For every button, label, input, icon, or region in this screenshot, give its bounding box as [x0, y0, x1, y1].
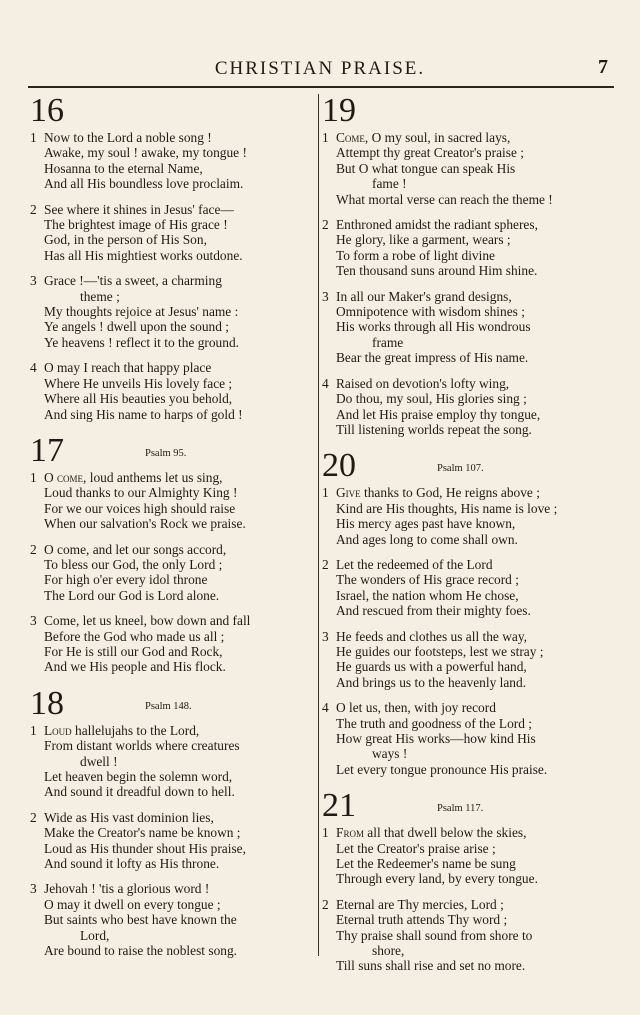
verse-line — [322, 248, 608, 263]
verse-text: He guards us with a powerful hand, — [336, 659, 527, 675]
stanza — [30, 881, 310, 958]
verse-line — [322, 289, 608, 304]
stanza — [322, 485, 608, 547]
hymn-number: 16 — [30, 92, 64, 129]
verse-text: Awake, my soul ! awake, my tongue ! — [44, 145, 247, 161]
verse-line — [322, 161, 608, 176]
verse-line — [322, 391, 608, 406]
verse-line — [322, 731, 608, 746]
verse-text: And rescued from their mighty foes. — [336, 603, 531, 619]
verse-line — [322, 856, 608, 871]
verse-line — [322, 407, 608, 422]
verse-line — [30, 572, 310, 587]
stanza — [322, 825, 608, 887]
small-caps-word: Come, — [336, 130, 369, 145]
verse-line — [30, 659, 310, 674]
verse-line — [30, 304, 310, 319]
stanza — [30, 470, 310, 532]
small-caps-word: O come, — [44, 469, 87, 485]
verse-text: Has all His mightiest works outdone. — [44, 247, 243, 263]
verse-text: Let every tongue pronounce His praise. — [336, 761, 548, 777]
verse-text: O may I reach that happy place — [44, 360, 212, 376]
verse-text: O come, and let our songs accord, — [44, 541, 227, 557]
verse-line — [30, 943, 310, 958]
verse-line — [322, 376, 608, 391]
hymn-20 — [322, 447, 608, 777]
verse-text: Wide as His vast dominion lies, — [44, 809, 214, 825]
verse-line — [322, 501, 608, 516]
verse-text: In all our Maker's grand designs, — [336, 288, 512, 304]
verse-line — [30, 557, 310, 572]
verse-text: And let His praise employ thy tongue, — [336, 406, 541, 422]
verse-text: Ten thousand suns around Him shine. — [336, 263, 538, 279]
verse-text: theme ; — [80, 288, 120, 304]
verse-text: The wonders of His grace record ; — [336, 572, 519, 588]
verse-text: And ages long to come shall own. — [336, 531, 518, 547]
verse-text: Bear the great impress of His name. — [336, 350, 529, 366]
right-column — [322, 92, 608, 984]
stanza — [322, 130, 608, 207]
hymn-heading — [30, 685, 310, 723]
stanza-number: 3 — [30, 613, 37, 629]
stanza — [322, 629, 608, 691]
verse-text: And sound it dreadful down to hell. — [44, 784, 235, 800]
verse-line — [30, 841, 310, 856]
verse-line — [30, 273, 310, 288]
verse-text: He feeds and clothes us all the way, — [336, 628, 527, 644]
verse-line — [322, 871, 608, 886]
verse-line — [322, 319, 608, 334]
verse-text: Omnipotence with wisdom shines ; — [336, 304, 525, 320]
hymn-number: 17 — [30, 431, 64, 469]
psalm-reference: Psalm 107. — [437, 463, 484, 475]
stanza-number: 4 — [322, 375, 329, 391]
hymn-16 — [30, 92, 310, 422]
verse-line — [322, 675, 608, 690]
verse-line — [30, 360, 310, 375]
verse-text: fame ! — [372, 176, 407, 192]
verse-line — [322, 629, 608, 644]
verse-text: Hosanna to the eternal Name, — [44, 160, 203, 176]
hymn-number: 21 — [322, 787, 356, 825]
verse-text: Thy praise shall sound from shore to — [336, 927, 533, 943]
verse-text: And brings us to the heavenly land. — [336, 674, 527, 690]
verse-line — [322, 928, 608, 943]
verse-line — [322, 603, 608, 618]
verse-line — [322, 422, 608, 437]
verse-line — [322, 825, 608, 840]
stanza-number: 1 — [322, 825, 329, 841]
verse-text: For He is still our God and Rock, — [44, 643, 223, 659]
verse-line — [322, 335, 608, 350]
verse-text: Come, let us kneel, bow down and fall — [44, 613, 251, 629]
verse-line — [322, 263, 608, 278]
hymn-17 — [30, 432, 310, 675]
verse-line — [30, 856, 310, 871]
verse-line — [30, 485, 310, 500]
verse-line — [322, 700, 608, 715]
stanza — [30, 202, 310, 264]
hymn-heading — [322, 787, 608, 825]
verse-text: Jehovah ! 'tis a glorious word ! — [44, 881, 210, 897]
verse-text: How great His works—how kind His — [336, 731, 536, 746]
hymn-heading — [30, 432, 310, 470]
verse-text: The truth and goodness of the Lord ; — [336, 715, 532, 731]
small-caps-word: From — [336, 825, 364, 841]
verse-text: Lord, — [80, 927, 110, 943]
hymn-18 — [30, 685, 310, 959]
verse-text: The Lord our God is Lord alone. — [44, 587, 220, 603]
stanza-number: 2 — [322, 217, 329, 233]
verse-line — [30, 391, 310, 406]
verse-line — [322, 943, 608, 958]
column-divider — [318, 94, 319, 956]
verse-text: But O what tongue can speak His — [336, 160, 516, 176]
verse-line — [30, 176, 310, 191]
hymn-heading — [322, 92, 608, 130]
verse-line — [322, 557, 608, 572]
stanza-number: 1 — [30, 130, 37, 145]
verse-text: Eternal truth attends Thy word ; — [336, 912, 508, 928]
verse-line — [322, 716, 608, 731]
verse-text: For high o'er every idol throne — [44, 572, 208, 588]
verse-line — [322, 145, 608, 160]
verse-line — [322, 588, 608, 603]
psalm-reference: Psalm 117. — [437, 803, 484, 815]
verse-text: The brightest image of His grace ! — [44, 217, 228, 233]
verse-line — [322, 958, 608, 973]
verse-text: When our salvation's Rock we praise. — [44, 516, 246, 532]
stanza — [30, 360, 310, 422]
hymn-heading — [30, 92, 310, 130]
psalm-reference: Psalm 95. — [145, 447, 187, 459]
verse-line — [30, 754, 310, 769]
verse-text: God, in the person of His Son, — [44, 232, 207, 248]
verse-line — [30, 825, 310, 840]
verse-line — [322, 762, 608, 777]
verse-text: Grace !—'tis a sweet, a charming — [44, 273, 222, 289]
verse-text: Before the God who made us all ; — [44, 628, 225, 644]
verse-text: Till suns shall rise and set no more. — [336, 958, 526, 974]
verse-text: Let the Redeemer's name be sung — [336, 856, 516, 872]
left-column — [30, 92, 310, 968]
verse-line — [322, 192, 608, 207]
verse-text: To form a robe of light divine — [336, 247, 495, 263]
verse-text: But saints who best have known the — [44, 912, 237, 928]
verse-text: He glory, like a garment, wears ; — [336, 232, 511, 248]
verse-line — [30, 912, 310, 927]
hymn-heading — [322, 447, 608, 485]
running-title: CHRISTIAN PRAISE. — [214, 58, 426, 79]
verse-line — [30, 161, 310, 176]
stanza-number: 2 — [322, 896, 329, 912]
verse-line — [322, 176, 608, 191]
stanza-number: 3 — [30, 273, 37, 289]
verse-line — [30, 784, 310, 799]
verse-text: loud anthems let us sing, — [86, 469, 223, 485]
verse-text: frame — [372, 334, 404, 350]
verse-line — [322, 912, 608, 927]
verse-text: He guides our footsteps, lest we stray ; — [336, 643, 544, 659]
stanza-number: 4 — [30, 360, 37, 376]
verse-text: O may it dwell on every tongue ; — [44, 896, 221, 912]
verse-line — [30, 928, 310, 943]
verse-line — [322, 659, 608, 674]
verse-line — [322, 232, 608, 247]
verse-text: Ye angels ! dwell upon the sound ; — [44, 319, 229, 335]
verse-line — [30, 613, 310, 628]
verse-line — [322, 644, 608, 659]
small-caps-word: Give — [336, 485, 361, 501]
stanza — [30, 130, 310, 192]
verse-line — [30, 542, 310, 557]
verse-line — [30, 629, 310, 644]
verse-text: Kind are His thoughts, His name is love ; — [336, 500, 558, 516]
verse-text: O my soul, in sacred lays, — [368, 130, 511, 145]
verse-text: hallelujahs to the Lord, — [71, 722, 200, 738]
stanza — [322, 217, 608, 279]
verse-text: Are bound to raise the noblest song. — [44, 943, 238, 959]
verse-text: His mercy ages past have known, — [336, 516, 516, 532]
verse-line — [30, 769, 310, 784]
page-header — [0, 54, 640, 84]
verse-line — [322, 485, 608, 500]
verse-line — [30, 202, 310, 217]
verse-line — [30, 145, 310, 160]
verse-text: Where He unveils His lovely face ; — [44, 375, 233, 391]
verse-text: Eternal are Thy mercies, Lord ; — [336, 896, 504, 912]
verse-text: Make the Creator's name be known ; — [44, 825, 241, 841]
verse-text: See where it shines in Jesus' face— — [44, 201, 234, 217]
stanza — [30, 723, 310, 800]
verse-text: Enthroned amidst the radiant spheres, — [336, 217, 538, 233]
stanza-number: 1 — [322, 485, 329, 501]
verse-text: Raised on devotion's lofty wing, — [336, 375, 510, 391]
verse-text: all that dwell below the skies, — [363, 825, 527, 841]
verse-line — [322, 572, 608, 587]
verse-line — [30, 248, 310, 263]
verse-line — [322, 350, 608, 365]
stanza-number: 2 — [30, 809, 37, 825]
stanza — [322, 557, 608, 619]
stanza-number: 1 — [30, 722, 37, 738]
verse-text: Loud as His thunder shout His praise, — [44, 840, 246, 856]
verse-line — [30, 407, 310, 422]
hymn-21 — [322, 787, 608, 974]
verse-line — [30, 335, 310, 350]
stanza — [322, 700, 608, 777]
verse-line — [322, 532, 608, 547]
verse-text: Let heaven begin the solemn word, — [44, 769, 233, 784]
verse-line — [322, 516, 608, 531]
stanza — [30, 273, 310, 350]
verse-line — [30, 376, 310, 391]
verse-line — [30, 289, 310, 304]
verse-line — [322, 130, 608, 145]
verse-text: ways ! — [372, 746, 408, 762]
stanza — [30, 542, 310, 604]
verse-line — [30, 723, 310, 738]
verse-text: To bless our God, the only Lord ; — [44, 556, 223, 572]
stanza-number: 3 — [30, 881, 37, 897]
verse-line — [30, 516, 310, 531]
stanza-number: 4 — [322, 700, 329, 716]
stanza-number: 2 — [30, 201, 37, 217]
verse-text: Where all His beauties you behold, — [44, 391, 233, 407]
verse-line — [30, 232, 310, 247]
verse-text: Now to the Lord a noble song ! — [44, 130, 212, 145]
stanza — [322, 897, 608, 974]
verse-text: thanks to God, He reigns above ; — [360, 485, 540, 501]
verse-text: And sound it lofty as His throne. — [44, 856, 220, 872]
verse-text: And all His boundless love proclaim. — [44, 176, 244, 192]
verse-text: dwell ! — [80, 753, 118, 769]
verse-text: What mortal verse can reach the theme ! — [336, 191, 553, 207]
verse-line — [30, 588, 310, 603]
stanza-number: 1 — [322, 130, 329, 145]
verse-text: His works through all His wondrous — [336, 319, 531, 335]
verse-text: Loud thanks to our Almighty King ! — [44, 485, 238, 501]
small-caps-word: Loud — [44, 722, 72, 738]
verse-text: Till listening worlds repeat the song. — [336, 421, 532, 437]
stanza-number: 3 — [322, 288, 329, 304]
verse-text: Let the Creator's praise arise ; — [336, 840, 496, 856]
hymn-number: 18 — [30, 684, 64, 722]
verse-text: My thoughts rejoice at Jesus' name : — [44, 304, 239, 320]
verse-text: shore, — [372, 943, 405, 959]
hymn-19 — [322, 92, 608, 437]
verse-line — [30, 881, 310, 896]
header-rule — [28, 86, 614, 88]
verse-text: Ye heavens ! reflect it to the ground. — [44, 334, 239, 350]
verse-text: For we our voices high should raise — [44, 500, 236, 516]
stanza — [30, 613, 310, 675]
stanza-number: 3 — [322, 628, 329, 644]
verse-line — [30, 738, 310, 753]
verse-text: Israel, the nation whom He chose, — [336, 587, 519, 603]
verse-text: Attempt thy great Creator's praise ; — [336, 145, 524, 161]
psalm-reference: Psalm 148. — [145, 700, 192, 712]
verse-line — [30, 130, 310, 145]
verse-line — [30, 319, 310, 334]
stanza — [322, 289, 608, 366]
stanza — [30, 810, 310, 872]
verse-line — [30, 644, 310, 659]
verse-line — [322, 897, 608, 912]
verse-text: Let the redeemed of the Lord — [336, 556, 493, 572]
verse-line — [30, 470, 310, 485]
verse-text: Through every land, by every tongue. — [336, 871, 538, 887]
verse-line — [30, 810, 310, 825]
verse-line — [30, 501, 310, 516]
stanza — [322, 376, 608, 438]
verse-text: From distant worlds where creatures — [44, 738, 240, 754]
stanza-number: 2 — [30, 541, 37, 557]
verse-text: And we His people and His flock. — [44, 659, 226, 675]
page-number: 7 — [598, 56, 608, 78]
verse-text: And sing His name to harps of gold ! — [44, 406, 243, 422]
verse-text: Do thou, my soul, His glories sing ; — [336, 391, 527, 407]
verse-line — [322, 841, 608, 856]
verse-line — [30, 897, 310, 912]
verse-line — [322, 746, 608, 761]
verse-text: O let us, then, with joy record — [336, 700, 496, 716]
stanza-number: 2 — [322, 556, 329, 572]
verse-line — [322, 217, 608, 232]
hymn-number: 20 — [322, 447, 356, 485]
verse-line — [322, 304, 608, 319]
hymn-number: 19 — [322, 92, 356, 129]
verse-line — [30, 217, 310, 232]
stanza-number: 1 — [30, 469, 37, 485]
